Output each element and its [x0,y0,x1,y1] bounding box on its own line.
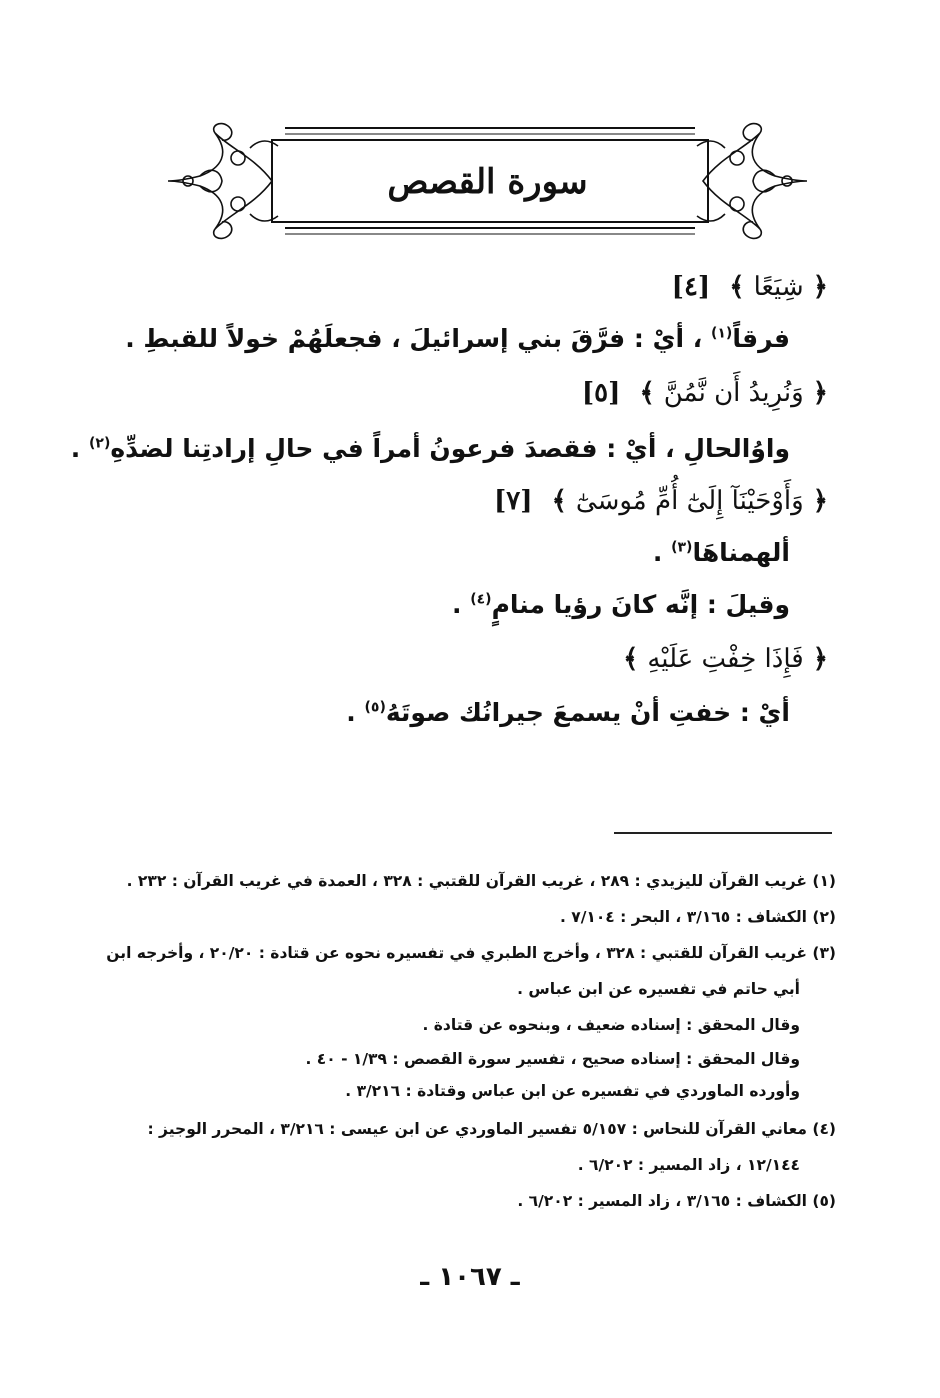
commentary-line [653,538,790,567]
footnote-3-continued: وأورده الماوردي في تفسيره عن ابن عباس وقتادة : ٣/٢١٦ . [345,1082,800,1100]
commentary-line [452,590,790,619]
commentary-text: . [70,434,89,463]
footnote-ref: (٤) [470,591,492,608]
footnote-5: (٥) الكشاف : ٣/١٦٥ ، زاد المسير : ٦/٢٠٢ . [517,1192,836,1210]
footnote-separator [614,832,832,834]
surah-header-ornament [160,118,815,248]
commentary-text: أيْ : خفتِ أنْ يسمعَ جيرانُك صوتَهُ [385,698,790,727]
commentary-text: . [652,538,672,567]
quran-text: وَأَوْحَيْنَآ إِلَىٰٓ أُمِّ مُوسَىٰٓ [575,486,804,516]
commentary-text: وقيلَ : إنَّه كانَ رؤيا منامٍ [491,590,790,619]
ornate-bracket-close-icon: ﴾ [729,272,745,302]
footnote-4: (٤) معاني القرآن للنحاس : ٥/١٥٧ تفسير الماوردي عن ابن عيسى : ٣/٢١٦ ، المحرر الوجيز : [147,1120,836,1138]
footnote-2: (٢) الكشاف : ٣/١٦٥ ، البحر : ٧/١٠٤ . [559,908,836,926]
ornate-bracket-close-icon: ﴾ [639,378,655,408]
commentary-text: ، أيْ : فرَّقَ بني إسرائيلَ ، فجعلَهُمْ خولاً للقبطِ . [125,324,711,353]
surah-title: سورة القصص [387,162,588,202]
ornate-bracket-open-icon: ﴿ [812,272,828,302]
footnote-3: (٣) غريب القرآن للقتبي : ٣٢٨ ، وأخرج الطبري في تفسيره نحوه عن قتادة : ٢٠/٢٠ ، وأخرجه ابن [106,944,836,962]
commentary-text: فرقاً [732,324,790,353]
ornate-bracket-close-icon: ﴾ [623,644,639,674]
page-number: ـ ١٠٦٧ ـ [420,1262,520,1292]
quran-text: وَنُرِيدُ أَن نَّمُنَّ [663,378,804,408]
commentary-line [346,698,790,727]
ornate-bracket-open-icon: ﴿ [812,486,828,516]
commentary-text: واوُالحالِ ، أيْ : فقصدَ فرعونُ أمراً في حالِ إرادتِنا لضدِّهِ [110,434,790,463]
footnote-ref: (٢) [88,435,111,452]
ornate-bracket-open-icon: ﴿ [812,378,828,408]
verse-number: [٤] [671,272,711,302]
footnote-ref: (٥) [364,699,386,716]
footnote-ref: (١) [710,325,733,342]
footnote-3-continued: أبي حاتم في تفسيره عن ابن عباس . [517,980,800,998]
verse-number: [٧] [493,486,533,516]
verse-line [494,486,828,516]
quran-text: فَإِذَا خِفْتِ عَلَيْهِ [647,644,804,674]
ornate-bracket-close-icon: ﴾ [551,486,567,516]
ornate-bracket-open-icon: ﴿ [812,644,828,674]
footnote-4-continued: ١٢/١٤٤ ، زاد المسير : ٦/٢٠٢ . [577,1156,800,1174]
commentary-text: . [452,590,471,619]
footnote-3-continued: وقال المحقق : إسناده ضعيف ، وبنحوه عن قتادة . [422,1016,800,1034]
footnote-1: (١) غريب القرآن لليزيدي : ٢٨٩ ، غريب القرآن للقتبي : ٣٢٨ ، العمدة في غريب القرآن : ٢٣٢ . [126,872,836,890]
commentary-line [125,324,790,353]
commentary-text: ألهمناهَا [692,538,790,567]
footnote-3-continued: وقال المحقق : إسناده صحيح ، تفسير سورة القصص : ١/٣٩ - ٤٠ . [305,1050,800,1068]
verse-line [623,644,828,674]
quran-text: شِيَعًا [753,272,804,302]
footnote-ref: (٣) [671,539,693,556]
verse-number: [٥] [581,378,621,408]
commentary-line [71,434,790,463]
verse-line [672,272,828,302]
verse-line [582,378,828,408]
commentary-text: . [346,698,365,727]
